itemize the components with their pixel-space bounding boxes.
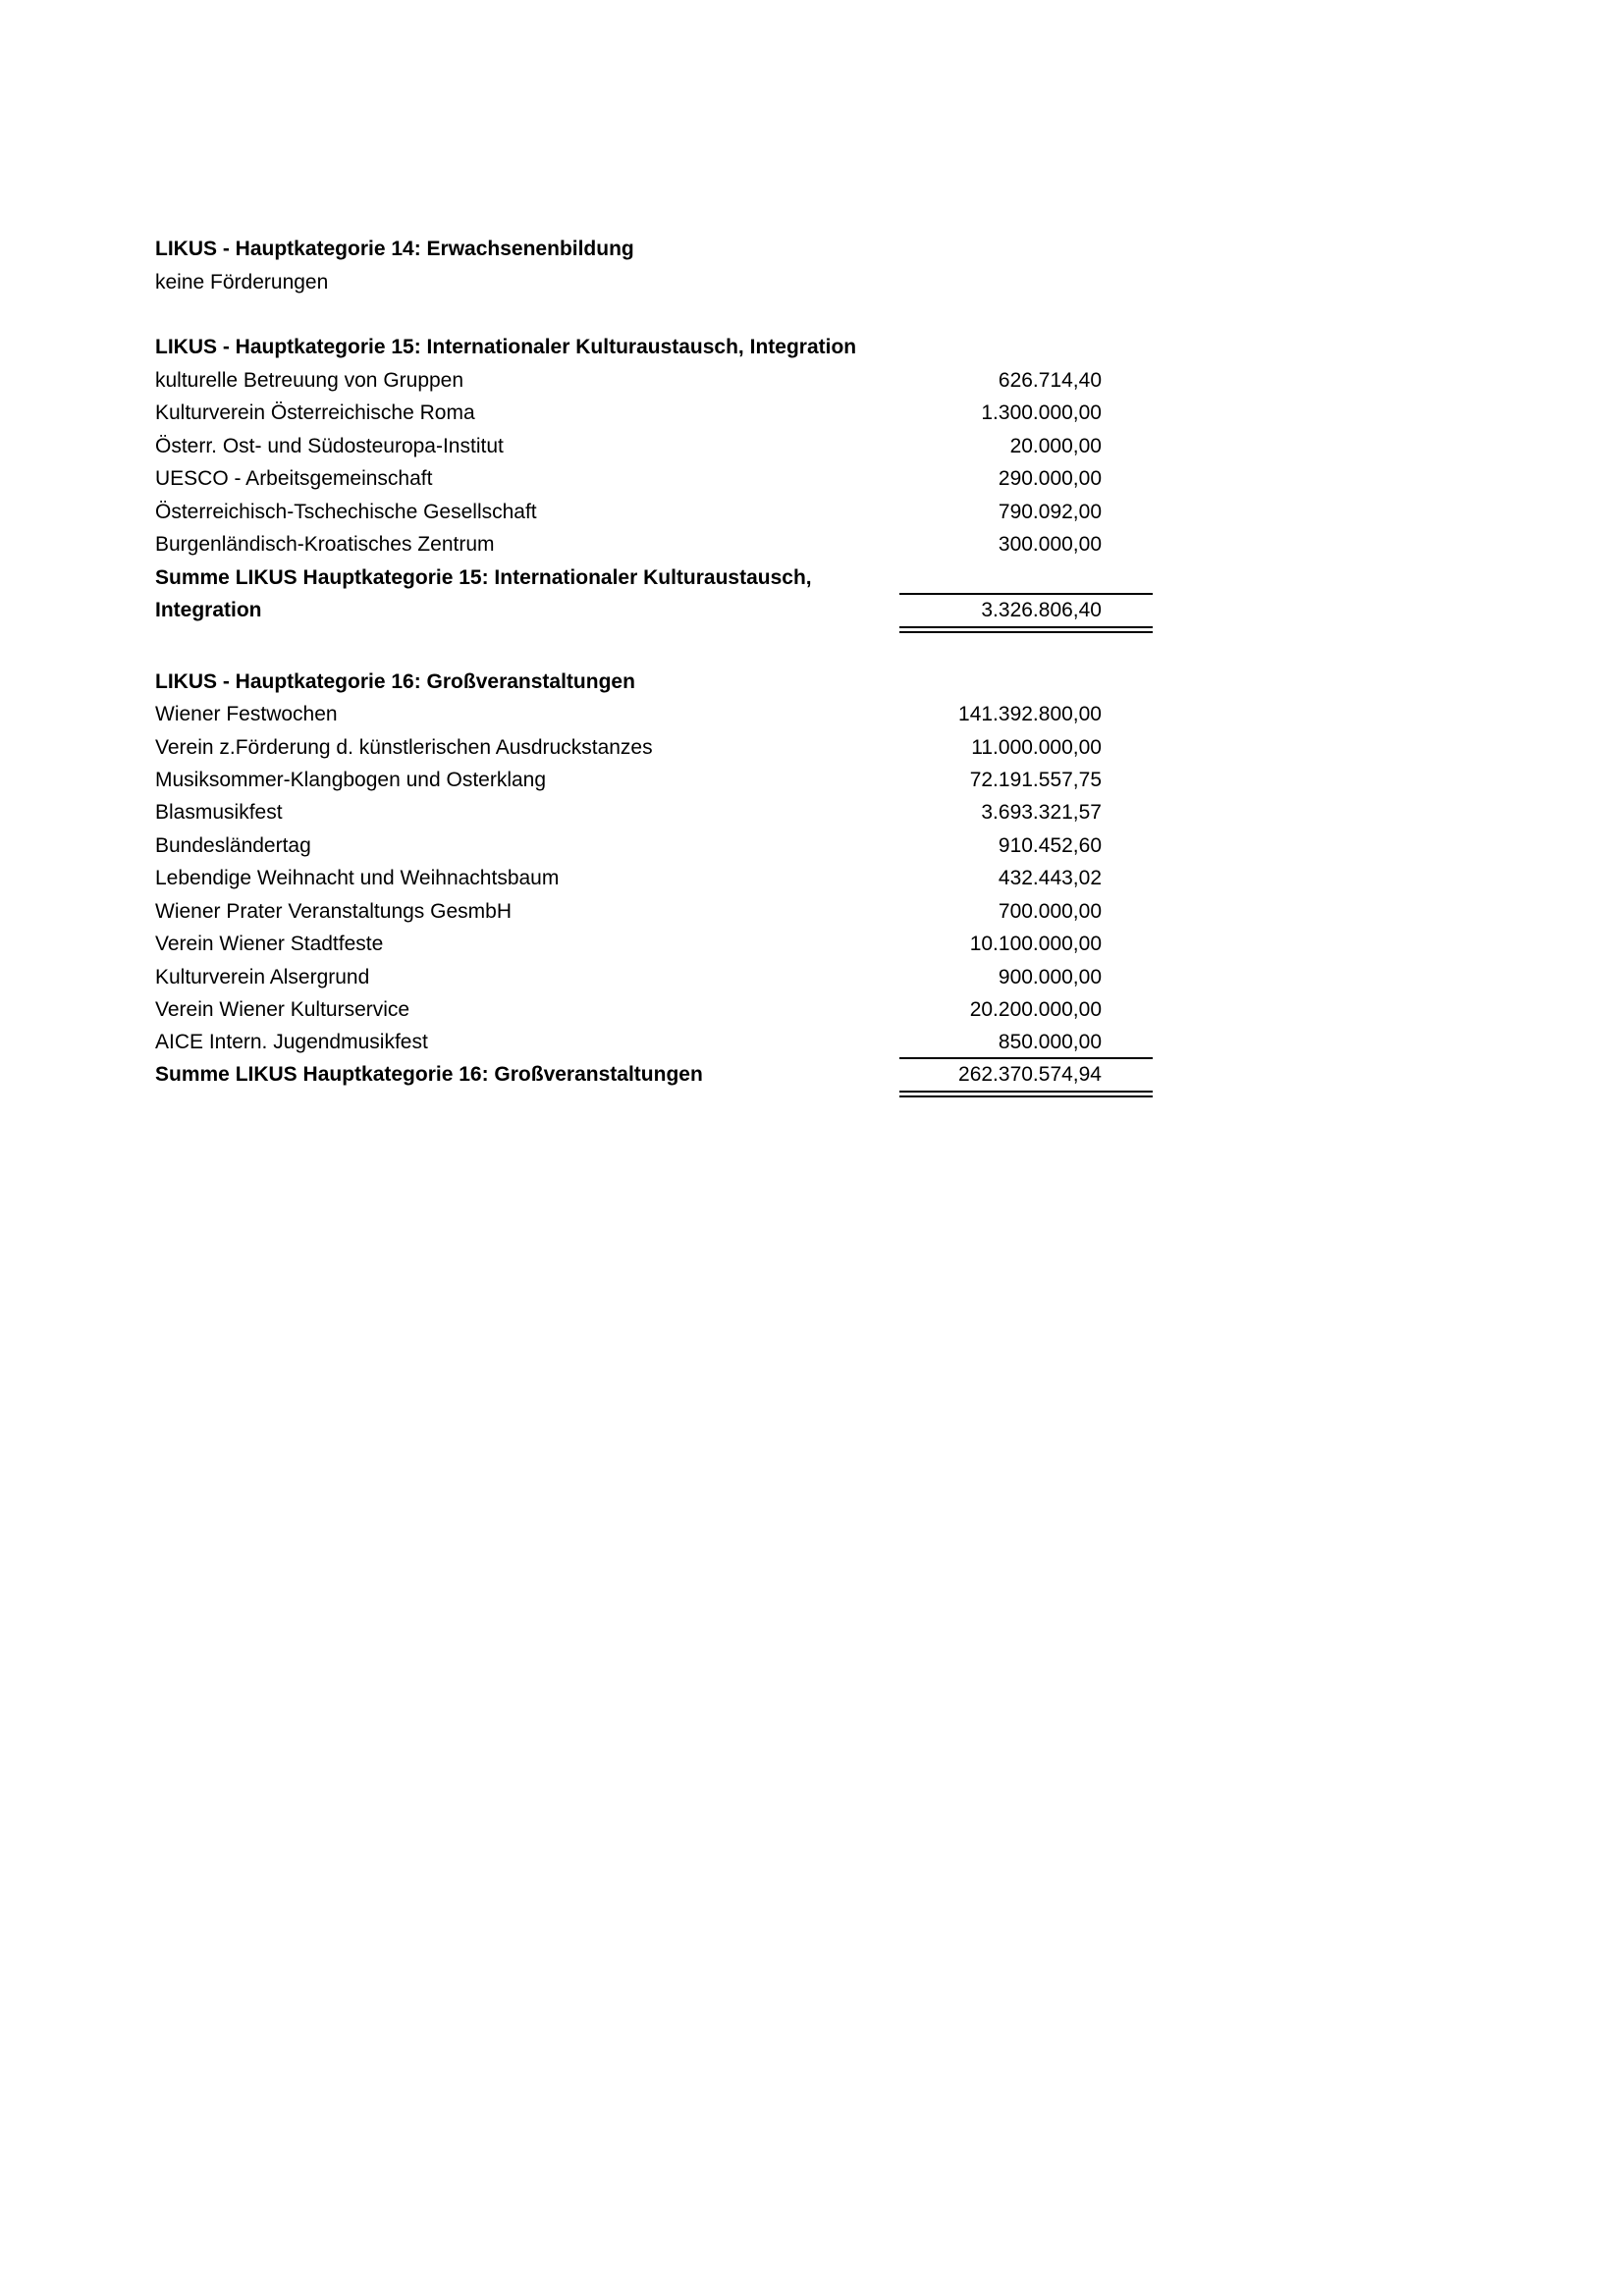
row-amount: 10.100.000,00 bbox=[969, 933, 1102, 955]
table-row bbox=[155, 995, 1153, 1025]
table-row bbox=[155, 498, 1153, 527]
sum-label: Integration bbox=[155, 599, 262, 621]
row-label: Kulturverein Alsergrund bbox=[155, 966, 370, 988]
row-amount: 910.452,60 bbox=[998, 834, 1102, 857]
row-amount: 900.000,00 bbox=[998, 966, 1102, 988]
row-label: Musiksommer-Klangbogen und Osterklang bbox=[155, 769, 547, 791]
row-label: Lebendige Weihnacht und Weihnachtsbaum bbox=[155, 867, 560, 889]
section-heading: LIKUS - Hauptkategorie 14: Erwachsenenbildung bbox=[155, 238, 634, 260]
table-row bbox=[155, 700, 1153, 729]
row-label: Wiener Prater Veranstaltungs GesmbH bbox=[155, 900, 512, 923]
row-label: Österreichisch-Tschechische Gesellschaft bbox=[155, 501, 537, 523]
table-row bbox=[155, 831, 1153, 861]
row-amount: 850.000,00 bbox=[998, 1031, 1102, 1053]
table-row bbox=[155, 897, 1153, 927]
row-amount: 3.693.321,57 bbox=[981, 801, 1102, 824]
table-row bbox=[155, 864, 1153, 893]
table-row bbox=[155, 399, 1153, 428]
section-15-sum-line2 bbox=[155, 596, 1153, 625]
row-amount: 300.000,00 bbox=[998, 533, 1102, 556]
table-row bbox=[155, 733, 1153, 763]
row-label: Verein Wiener Stadtfeste bbox=[155, 933, 384, 955]
no-funding-note: keine Förderungen bbox=[155, 271, 329, 294]
row-label: Blasmusikfest bbox=[155, 801, 283, 824]
sum-label: Summe LIKUS Hauptkategorie 15: Internationaler Kulturaustausch, bbox=[155, 566, 812, 589]
row-label: Österr. Ost- und Südosteuropa-Institut bbox=[155, 435, 504, 457]
row-amount: 141.392.800,00 bbox=[958, 703, 1102, 725]
row-amount: 20.200.000,00 bbox=[969, 998, 1102, 1021]
row-label: Wiener Festwochen bbox=[155, 703, 338, 725]
sum-amount: 262.370.574,94 bbox=[958, 1063, 1102, 1086]
total-double-rule bbox=[899, 1091, 1153, 1097]
row-label: Bundesländertag bbox=[155, 834, 311, 857]
row-label: AICE Intern. Jugendmusikfest bbox=[155, 1031, 428, 1053]
subtotal-rule bbox=[899, 593, 1153, 595]
sum-label: Summe LIKUS Hauptkategorie 16: Großveranstaltungen bbox=[155, 1063, 703, 1086]
row-label: Verein Wiener Kulturservice bbox=[155, 998, 410, 1021]
table-row bbox=[155, 432, 1153, 461]
table-row bbox=[155, 766, 1153, 795]
row-amount: 72.191.557,75 bbox=[969, 769, 1102, 791]
row-amount: 790.092,00 bbox=[998, 501, 1102, 523]
table-row bbox=[155, 530, 1153, 560]
section-heading: LIKUS - Hauptkategorie 15: Internationaler Kulturaustausch, Integration bbox=[155, 336, 857, 358]
section-14-note bbox=[155, 268, 1153, 297]
row-amount: 20.000,00 bbox=[1009, 435, 1102, 457]
table-row bbox=[155, 963, 1153, 992]
table-row bbox=[155, 366, 1153, 396]
row-label: Verein z.Förderung d. künstlerischen Ausdruckstanzes bbox=[155, 736, 653, 759]
row-label: UESCO - Arbeitsgemeinschaft bbox=[155, 467, 433, 490]
table-row bbox=[155, 1028, 1153, 1057]
table-row bbox=[155, 930, 1153, 959]
row-label: kulturelle Betreuung von Gruppen bbox=[155, 369, 464, 392]
sum-amount: 3.326.806,40 bbox=[981, 599, 1102, 621]
section-16-heading bbox=[155, 667, 1153, 697]
row-amount: 290.000,00 bbox=[998, 467, 1102, 490]
subtotal-rule bbox=[899, 1057, 1153, 1059]
row-amount: 432.443,02 bbox=[998, 867, 1102, 889]
section-15-sum-line1 bbox=[155, 563, 1153, 593]
section-15-heading bbox=[155, 333, 1153, 362]
row-amount: 11.000.000,00 bbox=[971, 736, 1102, 759]
row-amount: 700.000,00 bbox=[998, 900, 1102, 923]
row-label: Burgenländisch-Kroatisches Zentrum bbox=[155, 533, 495, 556]
row-amount: 626.714,40 bbox=[998, 369, 1102, 392]
row-amount: 1.300.000,00 bbox=[981, 401, 1102, 424]
table-row bbox=[155, 464, 1153, 494]
section-16-sum bbox=[155, 1060, 1153, 1090]
section-14-heading bbox=[155, 235, 1153, 264]
row-label: Kulturverein Österreichische Roma bbox=[155, 401, 475, 424]
total-double-rule bbox=[899, 626, 1153, 633]
table-row bbox=[155, 798, 1153, 828]
section-heading: LIKUS - Hauptkategorie 16: Großveranstaltungen bbox=[155, 670, 635, 693]
